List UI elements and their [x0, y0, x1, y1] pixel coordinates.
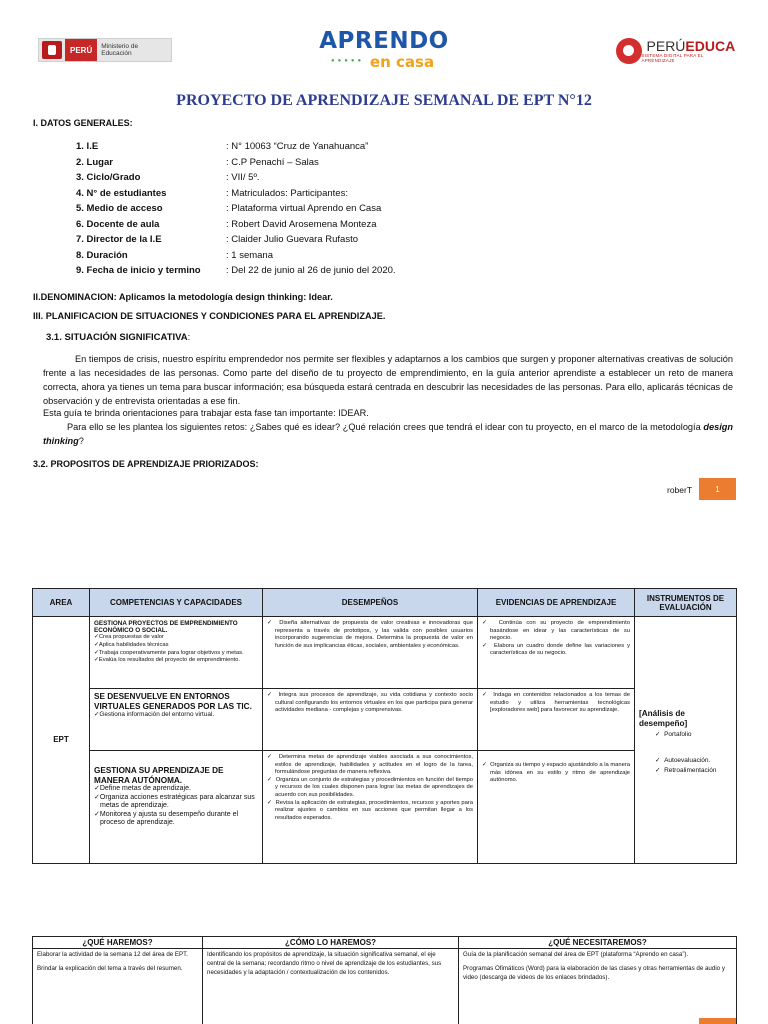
capacidad-item: ✓ Organiza acciones estratégicas para alcanzar sus metas de aprendizaje.: [94, 794, 258, 811]
datos-value: : C.P Penachí – Salas: [226, 156, 319, 168]
retos-end: ?: [78, 436, 84, 446]
ministry-name: Ministerio de Educación: [101, 43, 139, 57]
situacion-paragraph-1: En tiempos de crisis, nuestro espíritu emprendedor nos permite ser flexibles y adaptarnos a los cambios que surgen y proponer alternativas creativas de solución frente a las necesidades de las personas. Como parte del diseño de tu proyecto de emprendimiento, en la guía anterior aprendiste a establecer un reto de manera correcta, ahora ya tienes un tema para buscar información; esa búsqueda estará centrada en descubrir las necesidades de las personas. Para ello, aplicarás técnicas de observación y de entrevista orientadas a ese fin.: [43, 354, 733, 406]
desempeno-item: ✓ Diseña alternativas de propuesta de valor creativas e innovadoras que representa a través de prototipos, y las valida con posibles usuarios incorporando sugerencias de mejora. Determina la propuesta de valor en función de sus implicancias éticas, sociales, ambientales y económicas.: [267, 620, 473, 650]
datos-key: 3. Ciclo/Grado: [76, 172, 141, 184]
section-denominacion: II.DENOMINACION: Aplicamos la metodología design thinking: Idear.: [33, 292, 333, 302]
datos-value: : 1 semana: [226, 249, 273, 261]
desempeno-item: ✓ Determina metas de aprendizaje viables asociada a sus conocimientos, estilos de aprendizaje, habilidades y actitudes en el logro de la tarea, formulándose preguntas de manera reflexiva.: [267, 754, 473, 777]
desempeno-item: ✓ Integra sus procesos de aprendizaje, su vida cotidiana y contexto socio cultural configurando los entornos virtuales en los que participa para generar actividades mediana - complejas y comprensivas.: [267, 692, 473, 715]
datos-row: [76, 170, 396, 186]
peru-badge: PERÚ: [65, 39, 97, 61]
page-gap: [0, 520, 768, 580]
datos-key: 8. Duración: [76, 249, 128, 261]
competencia-title: GESTIONA PROYECTOS DE EMPRENDIMIENTO ECONÓMICO O SOCIAL.: [94, 620, 238, 635]
datos-row: [76, 201, 396, 217]
header-como-lo-haremos: ¿CÓMO LO HAREMOS?: [203, 937, 459, 949]
competencia-cell: [90, 689, 263, 751]
document-title: PROYECTO DE APRENDIZAJE SEMANAL DE EPT N°12: [176, 92, 592, 109]
evidencia-item: ✓ Indaga en contenidos relacionados a los temas de estudio y utiliza herramientas tecnológicas [exploradores web] para favorecer su aprendizaje.: [482, 692, 630, 715]
actividad-text: Identificando los propósitos de aprendizaje, la situación significativa semanal, el eje central de la semana; recordando ritmo o nivel de aprendizaje de los estudiantes, sus necesidades y la adaptación / contextualización de los contenidos.: [207, 951, 442, 976]
actividad-text: Programas Ofimáticos (Word) para la elaboración de las clases y otras herramientas de audio y video (descarga de videos de los enlaces brindados).: [463, 964, 725, 981]
logo-dots-icon: ●●●●●: [331, 58, 365, 64]
datos-key: 6. Docente de aula: [76, 218, 160, 230]
evidencia-item: ✓ Continúa con su proyecto de emprendimiento basándose en idear y las características de su negocio.: [482, 620, 630, 643]
page-number: 1: [699, 478, 736, 500]
datos-value: : Plataforma virtual Aprendo en Casa: [226, 203, 382, 215]
capacidad-item: ✓ Crea propuestas de valor: [94, 634, 258, 642]
peru-crest-icon: [42, 41, 62, 59]
perueduca-prefix: PERÚ: [646, 38, 686, 54]
datos-key: 9. Fecha de inicio y termino: [76, 265, 201, 277]
situacion-colon: :: [187, 332, 191, 343]
datos-value: : Claider Julio Guevara Rufasto: [226, 234, 359, 246]
propositos-header-row: [33, 589, 737, 617]
perueduca-wordmark: [647, 39, 736, 53]
section-propositos: 3.2. PROPOSITOS DE APRENDIZAJE PRIORIZADOS:: [33, 459, 259, 469]
datos-key: 1. I.E: [76, 141, 99, 153]
design-thinking-term: design thinking: [43, 422, 733, 446]
perueduca-suffix: EDUCA: [685, 38, 736, 54]
datos-value: : VII/ 5º.: [226, 172, 260, 184]
perueduca-emblem-icon: [616, 38, 642, 64]
competencia-title: SE DESENVUELVE EN ENTORNOS VIRTUALES GENERADOS POR LAS TIC.: [94, 692, 252, 711]
actividad-text: Brindar la explicación del tema a través del resumen.: [37, 964, 183, 972]
desempeno-cell: [263, 617, 478, 689]
capacidad-item: ✓ Evalúa los resultados del proyecto de emprendimiento.: [94, 657, 258, 665]
header-que-haremos: ¿QUÉ HAREMOS?: [33, 937, 203, 949]
instrumentos-title: [Análisis de desempeño]: [639, 709, 688, 728]
header-area: AREA: [33, 589, 90, 617]
footer-author: roberT: [667, 485, 693, 495]
section-situacion-title: [46, 332, 190, 343]
actividad-text: Guía de la planificación semanal del área de EPT (plataforma “Aprendo en casa”).: [463, 951, 689, 958]
evidencia-item: ✓ Organiza su tiempo y espacio ajustándolo a la manera más idónea en su estilo y ritmo de aprendizaje autónomo.: [482, 762, 630, 785]
desempeno-item: ✓ Organiza un conjunto de estrategias y procedimientos en función del tiempo y recursos de los cuales disponen para lograr las metas de aprendizajes de acuerdo con sus posibilidades.: [267, 777, 473, 800]
perueduca-tagline: SISTEMA DIGITAL PARA EL APRENDIZAJE: [641, 53, 704, 63]
page-2-footer-mark: [699, 1018, 736, 1024]
datos-row: [76, 248, 396, 264]
que-haremos-cell: [33, 949, 203, 1024]
actividad-text: Elaborar la actividad de la semana 12 del área de EPT.: [37, 951, 188, 958]
desempeno-item: ✓ Revisa la aplicación de estrategias, procedimientos, recursos y aportes para realizar ajustes o cambios en sus acciones que permitan llegar a los resultados esperados.: [267, 800, 473, 823]
page-footer: [0, 478, 768, 500]
actividades-table: [32, 936, 737, 1024]
logo-line2: en casa: [369, 53, 435, 71]
que-necesitaremos-cell: [459, 949, 737, 1024]
capacidad-item: ✓ Monitorea y ajusta su desempeño durante el proceso de aprendizaje.: [94, 811, 258, 828]
area-cell: EPT: [33, 617, 90, 864]
propositos-row: [33, 751, 737, 864]
header-instrumentos: INSTRUMENTOS DE EVALUACIÓN: [635, 589, 737, 617]
datos-row: [76, 155, 396, 171]
actividades-row: [33, 949, 737, 1024]
datos-value: : N° 10063 “Cruz de Yanahuanca”: [226, 141, 369, 153]
evidencia-cell: [478, 689, 635, 751]
datos-row: [76, 263, 396, 279]
datos-generales-list: [76, 139, 396, 279]
desempeno-cell: [263, 689, 478, 751]
competencia-cell: [90, 751, 263, 864]
datos-key: 2. Lugar: [76, 156, 113, 168]
ministerio-logo: [38, 38, 172, 62]
capacidad-item: ✓ Aplica habilidades técnicas: [94, 642, 258, 650]
desempeno-cell: [263, 751, 478, 864]
competencia-title: GESTIONA SU APRENDIZAJE DE MANERA AUTÓNOMA.: [94, 766, 224, 785]
header-desempenos: DESEMPEÑOS: [263, 589, 478, 617]
perueduca-logo: [616, 36, 736, 66]
header-que-necesitaremos: ¿QUÉ NECESITAREMOS?: [459, 937, 737, 949]
propositos-row: [33, 689, 737, 751]
instrumentos-cell: [635, 617, 737, 864]
page-header: [0, 22, 768, 82]
header-evidencias: EVIDENCIAS DE APRENDIZAJE: [478, 589, 635, 617]
section-planificacion: III. PLANIFICACION DE SITUACIONES Y CONDICIONES PARA EL APRENDIZAJE.: [33, 311, 386, 321]
evidencia-cell: [478, 617, 635, 689]
situacion-paragraph-2: Esta guía te brinda orientaciones para trabajar esta fase tan importante: IDEAR.: [43, 408, 369, 418]
section-datos-generales-title: I. DATOS GENERALES:: [33, 118, 133, 128]
capacidad-item: ✓ Gestiona información del entorno virtual.: [94, 711, 258, 719]
propositos-table: [32, 588, 737, 864]
situacion-label: 3.1. SITUACIÓN SIGNIFICATIVA: [46, 332, 188, 343]
datos-row: [76, 217, 396, 233]
datos-row: [76, 139, 396, 155]
situacion-paragraph-3: [43, 420, 733, 448]
instrumento-item: ✓ Autoevaluación.: [639, 757, 732, 765]
datos-key: 5. Medio de acceso: [76, 203, 163, 215]
header-competencias: COMPETENCIAS Y CAPACIDADES: [90, 589, 263, 617]
capacidad-item: ✓ Trabaja cooperativamente para lograr objetivos y metas.: [94, 650, 258, 658]
como-lo-haremos-cell: [203, 949, 459, 1024]
evidencia-item: ✓ Elabora un cuadro donde define las variaciones y características de su negocio.: [482, 643, 630, 658]
aprendo-en-casa-logo: [319, 28, 449, 76]
datos-value: : Del 22 de junio al 26 de junio del 2020.: [226, 265, 396, 277]
datos-key: 4. N° de estudiantes: [76, 187, 167, 199]
logo-line1: APRENDO: [319, 28, 449, 54]
capacidad-item: ✓ Define metas de aprendizaje.: [94, 785, 258, 794]
datos-row: [76, 232, 396, 248]
datos-value: : Matriculados: Participantes:: [226, 187, 348, 199]
datos-value: : Robert David Arosemena Monteza: [226, 218, 377, 230]
evidencia-cell: [478, 751, 635, 864]
datos-key: 7. Director de la I.E: [76, 234, 162, 246]
actividades-header-row: [33, 937, 737, 949]
instrumento-item: ✓ Portafolio: [639, 731, 732, 739]
retos-text: Para ello se les plantea los siguientes retos: ¿Sabes qué es idear? ¿Qué relación crees que tendrá el idear con tu proyecto, en el marco de la metodología: [67, 422, 704, 432]
competencia-cell: [90, 617, 263, 689]
propositos-row: [33, 617, 737, 689]
instrumento-item: ✓ Retroalimentación: [639, 767, 732, 775]
datos-row: [76, 186, 396, 202]
